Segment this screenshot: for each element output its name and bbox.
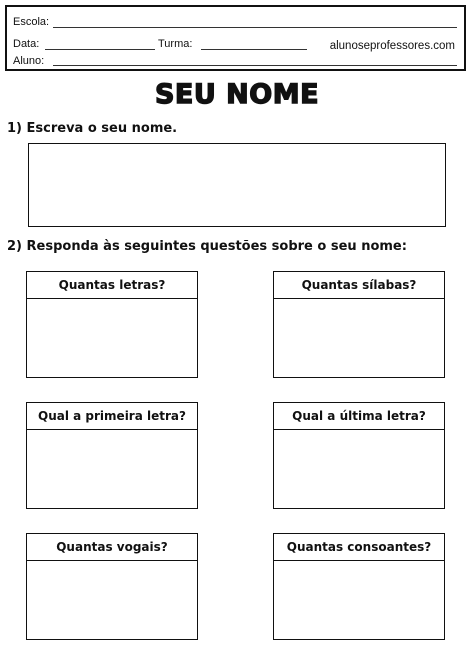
syllables-count-box[interactable]: [273, 271, 445, 378]
letters-count-label: Quantas letras?: [27, 272, 197, 299]
vowels-count-box[interactable]: [26, 533, 198, 640]
school-field[interactable]: [53, 27, 457, 28]
student-label: Aluno:: [13, 55, 45, 67]
student-info-header: [5, 5, 466, 71]
class-field[interactable]: [201, 49, 307, 50]
last-letter-box[interactable]: [273, 402, 445, 509]
vowels-count-label: Quantas vogais?: [27, 534, 197, 561]
consonants-count-label: Quantas consoantes?: [274, 534, 444, 561]
student-field[interactable]: [53, 65, 457, 66]
school-label: Escola:: [13, 16, 50, 28]
first-letter-box[interactable]: [26, 402, 198, 509]
site-watermark: alunoseprofessores.com: [329, 40, 455, 52]
class-label: Turma:: [158, 38, 193, 50]
question-1: 1) Escreva o seu nome.: [7, 121, 178, 136]
question-2: 2) Responda às seguintes questões sobre o seu nome:: [7, 239, 407, 254]
consonants-count-box[interactable]: [273, 533, 445, 640]
letters-count-box[interactable]: [26, 271, 198, 378]
date-label: Data:: [13, 38, 40, 50]
date-field[interactable]: [45, 49, 155, 50]
name-answer-box[interactable]: [28, 143, 446, 227]
last-letter-label: Qual a última letra?: [274, 403, 444, 430]
syllables-count-label: Quantas sílabas?: [274, 272, 444, 299]
page-title: SEU NOME: [154, 79, 320, 110]
first-letter-label: Qual a primeira letra?: [27, 403, 197, 430]
